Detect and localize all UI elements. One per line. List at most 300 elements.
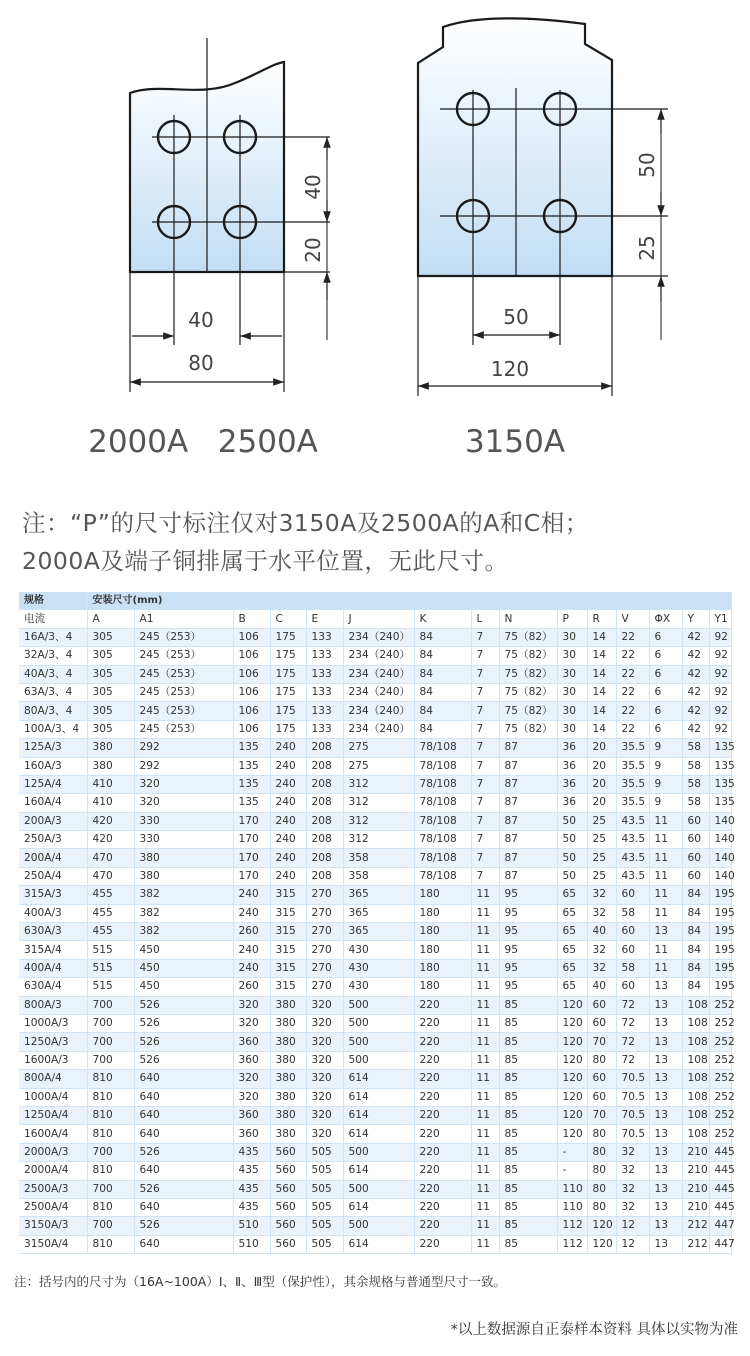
table-cell: 11 [471,923,499,941]
table-cell: 92 [709,702,731,720]
table-cell: 400A/3 [19,904,87,922]
table-cell: 240 [270,831,306,849]
column-header: A [87,610,134,628]
table-cell: 360 [233,1051,270,1069]
table-cell: 65 [557,886,587,904]
table-cell: 7 [471,739,499,757]
table-cell: 140 [709,849,731,867]
note-line-1: 注：“P”的尺寸标注仅对3150A及2500A的A和C相； [22,509,589,537]
table-cell: 70.5 [616,1125,649,1143]
table-cell: 92 [709,665,731,683]
table-cell: 2500A/4 [19,1198,87,1216]
column-header: C [270,610,306,628]
table-cell: 11 [471,1070,499,1088]
dim-left-h-outer: 80 [188,351,214,375]
table-cell: 36 [557,739,587,757]
table-cell: 80 [587,1051,616,1069]
table-cell: 12 [616,1217,649,1235]
table-cell: 315 [270,959,306,977]
table-cell: 435 [233,1198,270,1216]
table-cell: 630A/3 [19,923,87,941]
table-cell: 60 [682,812,709,830]
table-row [19,628,731,646]
table-cell: 50 [557,812,587,830]
table-cell: 11 [471,1217,499,1235]
table-cell: 22 [616,720,649,738]
table-cell: 78/108 [414,849,471,867]
table-cell: 195 [709,923,731,941]
table-cell: 430 [343,978,414,996]
table-cell: 65 [557,923,587,941]
table-row [19,794,731,812]
table-cell: 7 [471,849,499,867]
table-cell: 260 [233,923,270,941]
table-cell: 614 [343,1070,414,1088]
table-cell: 85 [499,1180,557,1198]
table-cell: 95 [499,959,557,977]
table-cell: 252 [709,996,731,1014]
table-cell: 240 [270,739,306,757]
table-cell: 11 [471,1143,499,1161]
table-cell: 13 [649,1088,682,1106]
table-cell: 270 [306,886,343,904]
table-row [19,1125,731,1143]
table-row [19,1180,731,1198]
table-cell: 65 [557,904,587,922]
table-cell: 80 [587,1143,616,1161]
table-cell: 260 [233,978,270,996]
table-cell: 84 [682,923,709,941]
table-cell: 11 [471,886,499,904]
table-cell: 72 [616,996,649,1014]
table-cell: 240 [233,904,270,922]
table-cell: 11 [471,959,499,977]
right-diagram-caption: 3150A [464,424,566,460]
table-cell: 60 [587,996,616,1014]
table-cell: 6 [649,702,682,720]
table-cell: 320 [306,1014,343,1032]
table-cell: 208 [306,867,343,885]
table-cell: 180 [414,941,471,959]
table-cell: 70 [587,1106,616,1124]
table-cell: 526 [134,1033,233,1051]
header-spec: 规格 [19,592,87,610]
table-cell: 13 [649,1051,682,1069]
dim-right-v-lower: 25 [635,235,659,261]
table-cell: 560 [270,1180,306,1198]
table-cell: 195 [709,959,731,977]
table-cell: 614 [343,1088,414,1106]
table-cell: 160A/3 [19,757,87,775]
table-cell: 7 [471,720,499,738]
table-cell: 560 [270,1198,306,1216]
table-cell: 234（240） [343,702,414,720]
table-cell: 312 [343,812,414,830]
table-cell: 92 [709,628,731,646]
table-cell: 445 [709,1162,731,1180]
table-cell: 32 [616,1180,649,1198]
table-cell: 60 [616,941,649,959]
table-cell: 140 [709,867,731,885]
table-cell: 140 [709,831,731,849]
table-cell: 382 [134,886,233,904]
column-header: Y [682,610,709,628]
table-cell: 365 [343,886,414,904]
table-cell: 500 [343,1014,414,1032]
table-cell: 85 [499,996,557,1014]
table-cell: 75（82） [499,702,557,720]
table-cell: 380 [87,757,134,775]
table-cell: 252 [709,1070,731,1088]
table-row [19,867,731,885]
table-cell: 365 [343,904,414,922]
table-cell: 25 [587,831,616,849]
table-cell: 11 [471,996,499,1014]
table-cell: 95 [499,941,557,959]
table-cell: 270 [306,978,343,996]
table-cell: 11 [471,1088,499,1106]
table-cell: 810 [87,1070,134,1088]
column-header: E [306,610,343,628]
table-cell: 40A/3、4 [19,665,87,683]
table-cell: 292 [134,739,233,757]
table-cell: 14 [587,647,616,665]
table-cell: 234（240） [343,683,414,701]
table-cell: 133 [306,628,343,646]
table-row [19,1070,731,1088]
table-cell: 270 [306,904,343,922]
table-row [19,647,731,665]
table-cell: 1000A/3 [19,1014,87,1032]
table-cell: 700 [87,1014,134,1032]
table-cell: 640 [134,1106,233,1124]
table-cell: 640 [134,1198,233,1216]
table-cell: 95 [499,904,557,922]
table-cell: 505 [306,1162,343,1180]
table-cell: 175 [270,628,306,646]
table-cell: 195 [709,886,731,904]
table-row [19,1106,731,1124]
table-cell: 92 [709,720,731,738]
dim-left-v-lower: 20 [301,237,325,263]
table-cell: 470 [87,849,134,867]
table-cell: 14 [587,720,616,738]
table-cell: 212 [682,1217,709,1235]
source-disclaimer: *以上数据源自正泰样本资料 具体以实物为准 [450,1322,738,1338]
table-row [19,1235,731,1253]
table-cell: 420 [87,831,134,849]
table-cell: 240 [270,794,306,812]
column-header: L [471,610,499,628]
table-cell: 11 [471,1198,499,1216]
table-cell: 305 [87,647,134,665]
table-cell: 382 [134,923,233,941]
table-cell: 135 [233,757,270,775]
table-cell: 85 [499,1235,557,1253]
table-cell: 125A/4 [19,775,87,793]
table-cell: 78/108 [414,794,471,812]
table-cell: 63A/3、4 [19,683,87,701]
table-cell: 220 [414,1217,471,1235]
table-cell: 14 [587,665,616,683]
table-cell: 75（82） [499,720,557,738]
table-cell: 58 [682,739,709,757]
table-cell: 380 [270,996,306,1014]
table-cell: 240 [233,959,270,977]
table-cell: 810 [87,1125,134,1143]
table-cell: 380 [134,849,233,867]
table-cell: 220 [414,1051,471,1069]
table-cell: 380 [270,1033,306,1051]
table-cell: 380 [134,867,233,885]
table-cell: 700 [87,1143,134,1161]
table-cell: 175 [270,665,306,683]
table-cell: 220 [414,1235,471,1253]
table-cell: 470 [87,867,134,885]
table-cell: 435 [233,1180,270,1198]
table-cell: 30 [557,647,587,665]
table-cell: 7 [471,775,499,793]
table-row [19,996,731,1014]
table-cell: 450 [134,941,233,959]
table-cell: 20 [587,775,616,793]
table-cell: 200A/4 [19,849,87,867]
table-cell: 200A/3 [19,812,87,830]
table-cell: 505 [306,1180,343,1198]
table-row [19,702,731,720]
table-cell: 175 [270,702,306,720]
table-cell: 120 [557,996,587,1014]
table-cell: 84 [682,978,709,996]
table-cell: 320 [306,1125,343,1143]
table-cell: 85 [499,1051,557,1069]
table-cell: 312 [343,775,414,793]
table-cell: 58 [682,794,709,812]
table-cell: 305 [87,665,134,683]
table-cell: 450 [134,959,233,977]
dim-right-v-upper: 50 [635,152,659,178]
table-cell: 108 [682,1125,709,1143]
table-cell: 135 [233,794,270,812]
table-cell: 11 [649,941,682,959]
table-cell: 220 [414,1162,471,1180]
table-cell: 87 [499,794,557,812]
table-cell: 110 [557,1198,587,1216]
table-row [19,1088,731,1106]
table-cell: 175 [270,683,306,701]
table-cell: 360 [233,1125,270,1143]
table-cell: 234（240） [343,665,414,683]
table-cell: 175 [270,720,306,738]
table-cell: - [557,1143,587,1161]
table-cell: 106 [233,683,270,701]
table-cell: 32 [616,1162,649,1180]
table-cell: 240 [233,941,270,959]
table-cell: 106 [233,647,270,665]
table-cell: 312 [343,831,414,849]
right-busbar-plate [418,18,668,396]
dim-right-h-outer: 120 [490,357,530,381]
table-cell: 42 [682,665,709,683]
table-cell: 30 [557,683,587,701]
table-cell: 430 [343,941,414,959]
table-cell: 12 [616,1235,649,1253]
table-cell: 135 [709,775,731,793]
table-cell: 32A/3、4 [19,647,87,665]
table-cell: 32 [587,941,616,959]
table-cell: 13 [649,1033,682,1051]
table-cell: 1250A/3 [19,1033,87,1051]
table-cell: 180 [414,923,471,941]
table-cell: 7 [471,831,499,849]
table-cell: 560 [270,1162,306,1180]
table-cell: 11 [649,849,682,867]
table-cell: 22 [616,665,649,683]
table-cell: 208 [306,794,343,812]
table-cell: 614 [343,1125,414,1143]
table-cell: 420 [87,812,134,830]
table-cell: 208 [306,757,343,775]
table-cell: 11 [649,867,682,885]
table-cell: 195 [709,941,731,959]
table-cell: 6 [649,628,682,646]
table-cell: 7 [471,757,499,775]
table-cell: 435 [233,1162,270,1180]
table-cell: 92 [709,683,731,701]
table-cell: 810 [87,1235,134,1253]
table-cell: 500 [343,1180,414,1198]
table-cell: 245（253） [134,720,233,738]
table-cell: 58 [682,757,709,775]
table-cell: 500 [343,1143,414,1161]
table-cell: 106 [233,665,270,683]
table-cell: 60 [682,849,709,867]
table-cell: 500 [343,996,414,1014]
table-row [19,1143,731,1161]
table-cell: 22 [616,683,649,701]
table-cell: 250A/3 [19,831,87,849]
table-cell: 40 [587,978,616,996]
table-cell: 234（240） [343,647,414,665]
table-cell: 108 [682,1051,709,1069]
table-cell: 6 [649,720,682,738]
table-cell: 380 [87,739,134,757]
table-cell: 320 [233,1070,270,1088]
table-cell: 30 [557,720,587,738]
table-cell: 614 [343,1235,414,1253]
table-cell: 380 [270,1014,306,1032]
footnote: 注：括号内的尺寸为（16A~100A）Ⅰ、Ⅱ、Ⅲ型（保护性），其余规格与普通型尺寸一致。 [14,1274,507,1289]
left-diagram-caption: 2000A 2500A [88,424,318,460]
table-cell: 85 [499,1033,557,1051]
table-cell: 60 [682,867,709,885]
table-cell: 50 [557,831,587,849]
table-cell: 13 [649,1014,682,1032]
table-cell: 270 [306,923,343,941]
table-cell: 78/108 [414,867,471,885]
table-cell: 108 [682,1088,709,1106]
table-cell: 7 [471,812,499,830]
table-cell: 630A/4 [19,978,87,996]
table-cell: 505 [306,1235,343,1253]
table-cell: 120 [557,1014,587,1032]
table-cell: 80 [587,1198,616,1216]
table-row [19,923,731,941]
table-cell: 13 [649,1198,682,1216]
table-cell: 447 [709,1235,731,1253]
busbar-dimension-diagram [0,0,750,480]
table-cell: 112 [557,1217,587,1235]
column-header: K [414,610,471,628]
table-row [19,904,731,922]
table-cell: 315A/3 [19,886,87,904]
table-cell: 380 [270,1051,306,1069]
table-cell: 510 [233,1217,270,1235]
table-cell: 320 [306,1070,343,1088]
table-cell: 30 [557,702,587,720]
table-cell: 30 [557,628,587,646]
table-cell: 84 [414,702,471,720]
table-cell: 380 [270,1088,306,1106]
table-cell: 32 [587,886,616,904]
table-cell: 640 [134,1070,233,1088]
table-cell: 7 [471,867,499,885]
table-cell: 120 [557,1106,587,1124]
table-cell: 92 [709,647,731,665]
table-cell: 700 [87,1180,134,1198]
table-cell: 510 [233,1235,270,1253]
table-cell: 11 [471,1125,499,1143]
table-cell: - [557,1162,587,1180]
column-header: B [233,610,270,628]
table-cell: 252 [709,1088,731,1106]
table-cell: 85 [499,1143,557,1161]
table-cell: 315 [270,941,306,959]
table-cell: 75（82） [499,628,557,646]
table-cell: 84 [414,683,471,701]
table-cell: 85 [499,1162,557,1180]
table-cell: 36 [557,775,587,793]
table-cell: 315 [270,978,306,996]
table-cell: 320 [306,1051,343,1069]
table-cell: 108 [682,1106,709,1124]
table-cell: 7 [471,647,499,665]
table-cell: 240 [270,775,306,793]
table-cell: 220 [414,1088,471,1106]
table-cell: 135 [709,757,731,775]
column-header: V [616,610,649,628]
column-header: Y1 [709,610,731,628]
table-cell: 72 [616,1014,649,1032]
table-cell: 6 [649,665,682,683]
table-cell: 110 [557,1180,587,1198]
table-cell: 75（82） [499,647,557,665]
table-cell: 220 [414,1106,471,1124]
table-cell: 275 [343,739,414,757]
table-cell: 14 [587,702,616,720]
table-cell: 133 [306,647,343,665]
dim-right-h-inner: 50 [503,305,529,329]
table-cell: 455 [87,904,134,922]
table-cell: 208 [306,739,343,757]
table-cell: 312 [343,794,414,812]
table-cell: 43.5 [616,849,649,867]
table-cell: 87 [499,849,557,867]
column-header: ΦX [649,610,682,628]
table-cell: 220 [414,1198,471,1216]
table-cell: 365 [343,923,414,941]
table-cell: 1000A/4 [19,1088,87,1106]
